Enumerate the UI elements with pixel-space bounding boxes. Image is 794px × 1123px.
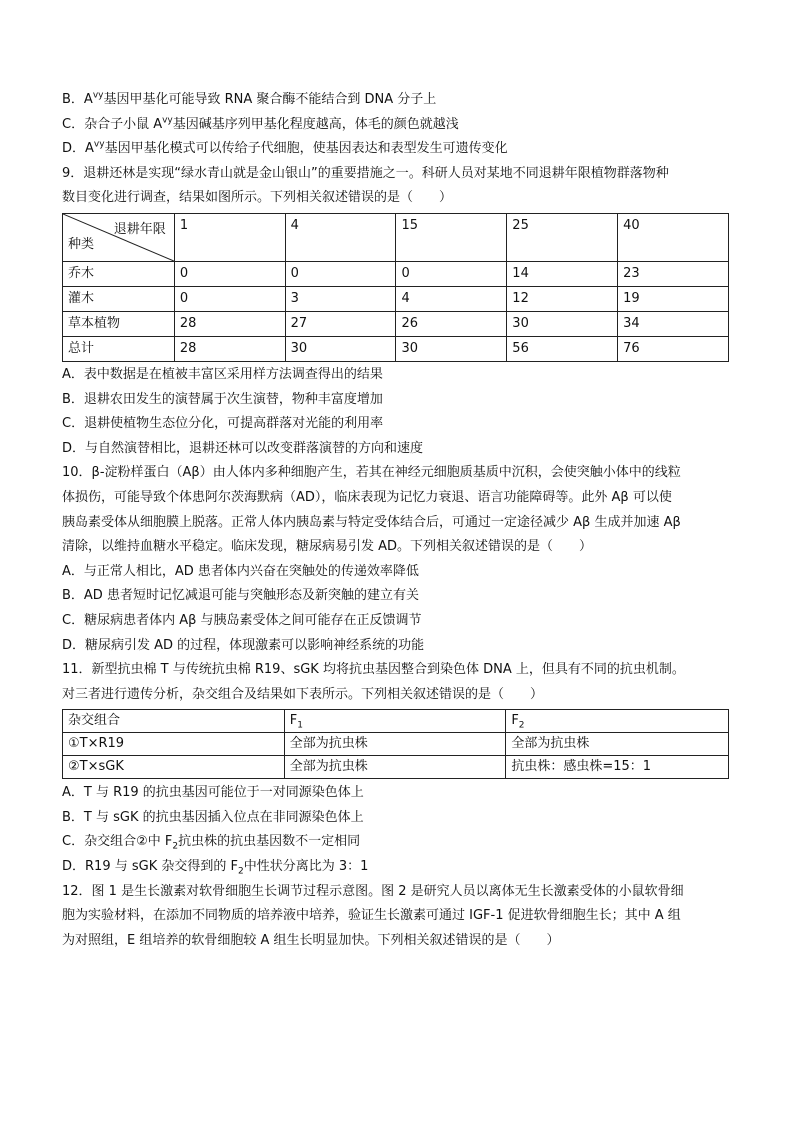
table-cell: 76 xyxy=(618,336,729,361)
q8-option-b: B．$A^{vy}$基因甲基化可能导致 RNA 聚合酶不能结合到 DNA 分子上 xyxy=(62,90,437,107)
q11-header-combo: 杂交组合 xyxy=(63,710,285,733)
table-cell: 0 xyxy=(174,286,285,311)
q9-stem-line: 数目变化进行调查，结果如图所示。下列相关叙述错误的是（ ） xyxy=(62,190,453,206)
q11-header-f1: $F_1$ xyxy=(284,710,506,733)
question-10 xyxy=(62,461,734,658)
q9-row-label: 总计 xyxy=(63,336,175,361)
table-cell: 28 xyxy=(174,311,285,336)
q9-row-label: 灌木 xyxy=(63,286,175,311)
table-cell: 56 xyxy=(507,336,618,361)
table-cell: 14 xyxy=(507,261,618,286)
table-cell: 30 xyxy=(507,311,618,336)
q10-option-b: B．AD 患者短时记忆减退可能与突触形态及新突触的建立有关 xyxy=(62,588,419,604)
table-cell: 4 xyxy=(396,286,507,311)
table-row xyxy=(63,336,729,361)
q10-stem-line: 胰岛素受体从细胞膜上脱落。正常人体内胰岛素与特定受体结合后，可通过一定途径减少 Aβ 生成并加速 Aβ xyxy=(62,514,681,530)
q10-stem-line: 体损伤，可能导致个体患阿尔茨海默病（AD），临床表现为记忆力衰退、语言功能障碍等。此外 Aβ 可以使 xyxy=(62,489,672,505)
q9-stem-line: 9．退耕还林是实现“绿水青山就是金山银山”的重要措施之一。科研人员对某地不同退耕年限植物群落物种 xyxy=(62,165,669,181)
table-cell: 23 xyxy=(618,261,729,286)
q11-option-d: D．R19 与 sGK 杂交得到的 $F_2$中性状分离比为 3：1 xyxy=(62,859,369,877)
q9-table-corner-cell xyxy=(63,213,175,261)
q10-option-a: A．与正常人相比，AD 患者体内兴奋在突触处的传递效率降低 xyxy=(62,563,419,579)
q9-option-d: D．与自然演替相比，退耕还林可以改变群落演替的方向和速度 xyxy=(62,440,424,456)
table-row xyxy=(63,286,729,311)
q12-stem-line: 胞为实验材料，在添加不同物质的培养液中培养，验证生长激素可通过 IGF-1 促进软骨细胞生长；其中 A 组 xyxy=(62,908,681,924)
q9-table-header-row xyxy=(63,213,729,261)
q11-option-c: C．杂交组合②中 $F_2$抗虫株的抗虫基因数不一定相同 xyxy=(62,834,361,853)
q11-f2-cell: 全部为抗虫株 xyxy=(506,733,729,756)
table-cell: 34 xyxy=(618,311,729,336)
q9-year-header: 1 xyxy=(174,213,285,261)
q11-combo-cell: ②T×sGK xyxy=(63,756,285,779)
q9-corner-bottom-label: 种类 xyxy=(68,236,95,252)
q8-option-d: D．$A^{vy}$基因甲基化模式可以传给子代细胞，使基因表达和表型发生可遗传变化 xyxy=(62,139,508,157)
q9-row-label: 草本植物 xyxy=(63,311,175,336)
q11-stem-line: 对三者进行遗传分析，杂交组合及结果如下表所示。下列相关叙述错误的是（ ） xyxy=(62,686,544,702)
exam-page xyxy=(62,88,734,953)
table-cell: 30 xyxy=(396,336,507,361)
q8-options xyxy=(62,88,734,162)
q9-year-header: 25 xyxy=(507,213,618,261)
table-cell: 26 xyxy=(396,311,507,336)
q9-option-b: B．退耕农田发生的演替属于次生演替，物种丰富度增加 xyxy=(62,391,383,407)
q9-option-c: C．退耕使植物生态位分化，可提高群落对光能的利用率 xyxy=(62,416,384,432)
q9-row-label: 乔木 xyxy=(63,261,175,286)
q10-option-d: D．糖尿病引发 AD 的过程，体现激素可以影响神经系统的功能 xyxy=(62,637,425,653)
table-cell: 28 xyxy=(174,336,285,361)
q9-year-header: 40 xyxy=(618,213,729,261)
q9-year-header: 15 xyxy=(396,213,507,261)
q11-table xyxy=(62,709,729,779)
question-12 xyxy=(62,880,734,954)
table-row xyxy=(63,261,729,286)
q11-option-b: B．T 与 sGK 的抗虫基因插入位点在非同源染色体上 xyxy=(62,809,364,825)
q9-table xyxy=(62,213,729,362)
q10-stem-line: 10．β-淀粉样蛋白（Aβ）由人体内多种细胞产生，若其在神经元细胞质基质中沉积，会使突触小体中的线粒 xyxy=(62,465,681,481)
q11-combo-cell: ①T×R19 xyxy=(63,733,285,756)
q12-stem-line: 为对照组，E 组培养的软骨细胞较 A 组生长明显加快。下列相关叙述错误的是（ ） xyxy=(62,932,560,948)
table-cell: 30 xyxy=(285,336,396,361)
q11-table-header-row xyxy=(63,710,729,733)
table-cell: 0 xyxy=(174,261,285,286)
table-row xyxy=(63,311,729,336)
table-cell: 0 xyxy=(396,261,507,286)
q11-header-f2: $F_2$ xyxy=(506,710,729,733)
table-row xyxy=(63,756,729,779)
q9-corner-top-label: 退耕年限 xyxy=(113,221,166,237)
q8-option-c: C．杂合子小鼠 $A^{vy}$基因碱基序列甲基化程度越高，体毛的颜色就越浅 xyxy=(62,115,459,132)
table-cell: 27 xyxy=(285,311,396,336)
q9-year-header: 4 xyxy=(285,213,396,261)
q10-option-c: C．糖尿病患者体内 Aβ 与胰岛素受体之间可能存在正反馈调节 xyxy=(62,612,422,628)
table-cell: 19 xyxy=(618,286,729,311)
q11-f2-cell: 抗虫株：感虫株=15：1 xyxy=(506,756,729,779)
question-11 xyxy=(62,658,734,880)
q10-stem-line: 清除，以维持血糖水平稳定。临床发现，糖尿病易引发 AD。下列相关叙述错误的是（ ） xyxy=(62,539,593,555)
q11-f1-cell: 全部为抗虫株 xyxy=(284,733,506,756)
table-cell: 0 xyxy=(285,261,396,286)
table-row xyxy=(63,733,729,756)
table-cell: 3 xyxy=(285,286,396,311)
q11-stem-line: 11．新型抗虫棉 T 与传统抗虫棉 R19、sGK 均将抗虫基因整合到染色体 DNA 上，但具有不同的抗虫机制。 xyxy=(62,662,685,678)
question-9 xyxy=(62,162,734,462)
q11-f1-cell: 全部为抗虫株 xyxy=(284,756,506,779)
table-cell: 12 xyxy=(507,286,618,311)
q9-option-a: A．表中数据是在植被丰富区采用样方法调查得出的结果 xyxy=(62,366,383,382)
q12-stem-line: 12．图 1 是生长激素对软骨细胞生长调节过程示意图。图 2 是研究人员以离体无生长激素受体的小鼠软骨细 xyxy=(62,883,684,899)
q11-option-a: A．T 与 R19 的抗虫基因可能位于一对同源染色体上 xyxy=(62,785,364,801)
